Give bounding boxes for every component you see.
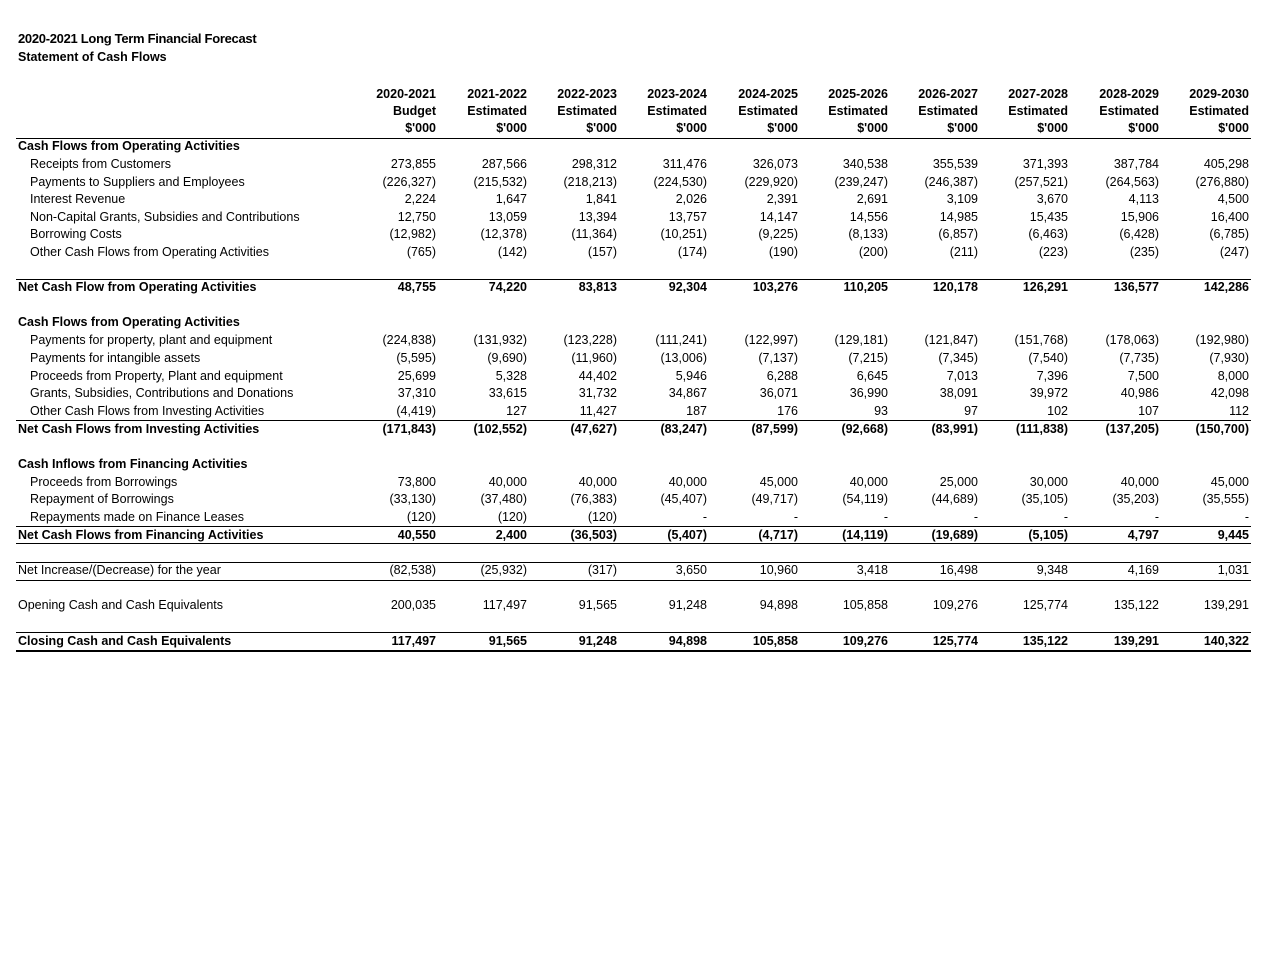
- cell-value: (11,960): [571, 351, 617, 365]
- cell-value: 36,071: [759, 386, 798, 400]
- cell-value: 7,396: [1036, 369, 1068, 383]
- cell-value: 37,310: [397, 386, 436, 400]
- cell-value: 125,774: [932, 634, 978, 648]
- table-row: [16, 191, 1251, 208]
- cell-value: (14,119): [842, 528, 888, 542]
- cell-value: 105,858: [752, 634, 798, 648]
- cell-value: 93: [874, 404, 888, 418]
- cell-value: 405,298: [1203, 157, 1249, 171]
- column-header-unit: $'000: [1218, 121, 1249, 135]
- cell-value: 34,867: [668, 386, 707, 400]
- cell-value: 14,556: [849, 210, 888, 224]
- cell-value: -: [793, 510, 798, 524]
- cell-value: 2,400: [495, 528, 527, 542]
- cell-value: 298,312: [571, 157, 617, 171]
- cell-value: 11,427: [579, 404, 617, 418]
- column-header-type: Estimated: [647, 104, 707, 118]
- cell-value: (4,717): [758, 528, 798, 542]
- column-header-year: 2029-2030: [1189, 87, 1249, 101]
- cell-value: (35,203): [1112, 492, 1159, 506]
- row-label: Repayment of Borrowings: [30, 492, 174, 506]
- cell-value: 2,026: [675, 192, 707, 206]
- cell-value: (9,690): [487, 351, 527, 365]
- cell-value: 38,091: [939, 386, 978, 400]
- cell-value: (218,213): [563, 175, 617, 189]
- cell-value: 1,031: [1217, 563, 1249, 577]
- cell-value: 311,476: [662, 157, 707, 171]
- cell-value: 83,813: [578, 280, 617, 294]
- cell-value: 42,098: [1210, 386, 1249, 400]
- cell-value: (6,785): [1209, 227, 1249, 241]
- cell-value: (276,880): [1195, 175, 1249, 189]
- cell-value: 4,797: [1127, 528, 1159, 542]
- cell-value: (122,997): [744, 333, 798, 347]
- cell-value: 31,732: [578, 386, 617, 400]
- column-header-unit: $'000: [1128, 121, 1159, 135]
- cell-value: 355,539: [932, 157, 978, 171]
- table-row: [16, 474, 1251, 491]
- cell-value: 3,109: [946, 192, 978, 206]
- cell-value: 127: [506, 404, 527, 418]
- cell-value: -: [702, 510, 707, 524]
- cell-value: 102: [1047, 404, 1068, 418]
- cell-value: 117,497: [482, 598, 527, 612]
- cell-value: 12,750: [397, 210, 436, 224]
- cell-value: (223): [1038, 245, 1068, 259]
- cell-value: (92,668): [841, 422, 888, 436]
- total-row: [16, 279, 1251, 296]
- cell-value: (120): [406, 510, 436, 524]
- table-row: [16, 226, 1251, 243]
- cell-value: 4,500: [1217, 192, 1249, 206]
- cell-value: 94,898: [759, 598, 798, 612]
- total-row: [16, 633, 1251, 650]
- cell-value: 109,276: [932, 598, 978, 612]
- cell-value: (6,428): [1119, 227, 1159, 241]
- cell-value: (12,378): [480, 227, 527, 241]
- cell-value: 14,147: [759, 210, 798, 224]
- cell-value: 5,328: [495, 369, 527, 383]
- cell-value: (120): [497, 510, 527, 524]
- column-header-year: 2020-2021: [376, 87, 436, 101]
- cell-value: (19,689): [931, 528, 978, 542]
- cell-value: 326,073: [752, 157, 798, 171]
- row-label: Net Cash Flows from Investing Activities: [18, 422, 260, 436]
- cell-value: (211): [949, 245, 978, 259]
- cell-value: (7,137): [758, 351, 798, 365]
- cell-value: 13,757: [668, 210, 707, 224]
- cell-value: (142): [497, 245, 527, 259]
- cell-value: 15,435: [1029, 210, 1068, 224]
- column-header-type: Estimated: [828, 104, 888, 118]
- row-border-line: [16, 632, 1251, 633]
- cell-value: 3,670: [1036, 192, 1068, 206]
- table-row: [16, 350, 1251, 367]
- cell-value: 2,224: [404, 192, 436, 206]
- cell-value: (25,932): [480, 563, 527, 577]
- cell-value: 44,402: [578, 369, 617, 383]
- cell-value: (54,119): [842, 492, 888, 506]
- cell-value: -: [1244, 510, 1249, 524]
- row-label: Proceeds from Borrowings: [30, 475, 178, 489]
- row-label: Payments to Suppliers and Employees: [30, 175, 245, 189]
- cell-value: (83,247): [660, 422, 707, 436]
- table-row: [16, 597, 1251, 614]
- row-border-line: [16, 279, 1251, 280]
- cell-value: 2,691: [856, 192, 888, 206]
- cell-value: (49,717): [751, 492, 798, 506]
- cell-value: 94,898: [668, 634, 707, 648]
- cell-value: 140,322: [1203, 634, 1249, 648]
- cell-value: (7,930): [1209, 351, 1249, 365]
- cell-value: 33,615: [488, 386, 527, 400]
- row-border-line: [16, 562, 1251, 563]
- cell-value: (7,215): [848, 351, 888, 365]
- column-header-unit: $'000: [1037, 121, 1068, 135]
- row-label: Net Increase/(Decrease) for the year: [18, 563, 221, 577]
- column-header-unit: $'000: [947, 121, 978, 135]
- cell-value: 120,178: [932, 280, 978, 294]
- cell-value: (35,105): [1021, 492, 1068, 506]
- cell-value: 9,348: [1036, 563, 1068, 577]
- cell-value: 40,550: [397, 528, 436, 542]
- cell-value: -: [883, 510, 888, 524]
- cell-value: 340,538: [842, 157, 888, 171]
- cell-value: (215,532): [473, 175, 527, 189]
- table-row: [16, 385, 1251, 402]
- cell-value: 45,000: [759, 475, 798, 489]
- total-row: [16, 527, 1251, 544]
- cell-value: (87,599): [751, 422, 798, 436]
- table-row: [16, 403, 1251, 420]
- cell-value: 92,304: [668, 280, 707, 294]
- cell-value: (111,241): [655, 333, 707, 347]
- cell-value: 39,972: [1029, 386, 1068, 400]
- cell-value: (765): [406, 245, 436, 259]
- cell-value: 30,000: [1029, 475, 1068, 489]
- cell-value: (150,700): [1195, 422, 1249, 436]
- total-row: [16, 421, 1251, 438]
- table-row: [16, 332, 1251, 349]
- cell-value: (247): [1219, 245, 1249, 259]
- cell-value: 287,566: [481, 157, 527, 171]
- cell-value: (44,689): [931, 492, 978, 506]
- cell-value: (4,419): [396, 404, 436, 418]
- cell-value: (5,105): [1028, 528, 1068, 542]
- cell-value: 136,577: [1113, 280, 1159, 294]
- table-row: [16, 491, 1251, 508]
- column-header-unit: $'000: [586, 121, 617, 135]
- cell-value: 3,650: [675, 563, 707, 577]
- table-row: [16, 509, 1251, 526]
- cell-value: 139,291: [1203, 598, 1249, 612]
- row-label: Interest Revenue: [30, 192, 126, 206]
- cell-value: 91,565: [578, 598, 617, 612]
- cell-value: (82,538): [389, 563, 436, 577]
- row-label: Closing Cash and Cash Equivalents: [18, 634, 232, 648]
- cell-value: 16,400: [1210, 210, 1249, 224]
- column-header-unit: $'000: [496, 121, 527, 135]
- cell-value: 4,113: [1128, 192, 1159, 206]
- cell-value: (174): [677, 245, 707, 259]
- cell-value: 371,393: [1022, 157, 1068, 171]
- row-label: Borrowing Costs: [30, 227, 122, 241]
- cell-value: 5,946: [675, 369, 707, 383]
- cell-value: 13,394: [578, 210, 617, 224]
- column-header-type: Estimated: [557, 104, 617, 118]
- column-header-year: 2027-2028: [1008, 87, 1068, 101]
- row-label: Payments for intangible assets: [30, 351, 201, 365]
- cell-value: 200,035: [390, 598, 436, 612]
- column-header-type: Estimated: [1189, 104, 1249, 118]
- cell-value: 13,059: [488, 210, 527, 224]
- column-header-type: Estimated: [918, 104, 978, 118]
- row-label: Receipts from Customers: [30, 157, 172, 171]
- column-header-year: 2021-2022: [467, 87, 527, 101]
- column-header-unit: $'000: [767, 121, 798, 135]
- section-header-row: [16, 456, 1251, 473]
- cell-value: 25,000: [939, 475, 978, 489]
- cell-value: 103,276: [752, 280, 798, 294]
- row-label: Non-Capital Grants, Subsidies and Contributions: [30, 210, 300, 224]
- cell-value: 40,000: [488, 475, 527, 489]
- column-header-type: Budget: [392, 104, 436, 118]
- cell-value: 40,986: [1120, 386, 1159, 400]
- cell-value: 15,906: [1120, 210, 1159, 224]
- cell-value: 40,000: [1120, 475, 1159, 489]
- cell-value: (123,228): [563, 333, 617, 347]
- row-border-line: [16, 580, 1251, 581]
- cell-value: (239,247): [834, 175, 888, 189]
- cell-value: 125,774: [1022, 598, 1068, 612]
- cell-value: 139,291: [1113, 634, 1159, 648]
- cell-value: (7,345): [938, 351, 978, 365]
- cell-value: (7,735): [1119, 351, 1159, 365]
- cell-value: (200): [858, 245, 888, 259]
- cell-value: 45,000: [1210, 475, 1249, 489]
- cell-value: (224,530): [653, 175, 707, 189]
- cell-value: (35,555): [1202, 492, 1249, 506]
- cell-value: (111,838): [1015, 422, 1068, 436]
- cell-value: (246,387): [924, 175, 978, 189]
- cell-value: (76,383): [570, 492, 617, 506]
- column-header-unit: $'000: [857, 121, 888, 135]
- row-label: Opening Cash and Cash Equivalents: [18, 598, 223, 612]
- cell-value: (13,006): [660, 351, 707, 365]
- report-title: 2020-2021 Long Term Financial Forecast: [18, 31, 257, 46]
- column-header-type: Estimated: [1008, 104, 1068, 118]
- row-border-line: [16, 650, 1251, 652]
- cell-value: 97: [964, 404, 978, 418]
- cell-value: 25,699: [397, 369, 436, 383]
- cell-value: (6,857): [938, 227, 978, 241]
- table-row: [16, 368, 1251, 385]
- cell-value: (137,205): [1105, 422, 1159, 436]
- cell-value: (120): [587, 510, 617, 524]
- cell-value: 36,990: [849, 386, 888, 400]
- row-border-line: [16, 420, 1251, 421]
- cell-value: 3,418: [856, 563, 888, 577]
- cell-value: 176: [777, 404, 798, 418]
- row-label: Repayments made on Finance Leases: [30, 510, 245, 524]
- cell-value: 4,169: [1127, 563, 1159, 577]
- cell-value: (229,920): [744, 175, 798, 189]
- cell-value: 40,000: [849, 475, 888, 489]
- cell-value: (7,540): [1028, 351, 1068, 365]
- cell-value: 6,288: [766, 369, 798, 383]
- cell-value: -: [1063, 510, 1068, 524]
- cell-value: 187: [686, 404, 707, 418]
- column-header-type: Estimated: [467, 104, 527, 118]
- row-label: Net Cash Flow from Operating Activities: [18, 280, 257, 294]
- cell-value: (11,364): [571, 227, 617, 241]
- cell-value: 40,000: [668, 475, 707, 489]
- column-header-type: Estimated: [738, 104, 798, 118]
- row-label: Payments for property, plant and equipment: [30, 333, 273, 347]
- cell-value: 135,122: [1113, 598, 1159, 612]
- row-label: Net Cash Flows from Financing Activities: [18, 528, 264, 542]
- column-header-year: 2026-2027: [918, 87, 978, 101]
- cell-value: 273,855: [390, 157, 436, 171]
- report-subtitle: Statement of Cash Flows: [18, 50, 167, 64]
- column-header-unit: $'000: [405, 121, 436, 135]
- cell-value: 16,498: [939, 563, 978, 577]
- cell-value: (6,463): [1028, 227, 1068, 241]
- row-label: Cash Flows from Operating Activities: [18, 139, 240, 153]
- column-header-year: 2022-2023: [557, 87, 617, 101]
- cell-value: 109,276: [842, 634, 888, 648]
- row-label: Other Cash Flows from Investing Activities: [30, 404, 265, 418]
- cell-value: 1,647: [495, 192, 527, 206]
- cell-value: 40,000: [578, 475, 617, 489]
- cell-value: (190): [768, 245, 798, 259]
- cell-value: (36,503): [570, 528, 617, 542]
- cell-value: (83,991): [931, 422, 978, 436]
- cell-value: (235): [1129, 245, 1159, 259]
- cell-value: (10,251): [660, 227, 707, 241]
- row-label: Proceeds from Property, Plant and equipment: [30, 369, 283, 383]
- cell-value: (151,768): [1014, 333, 1068, 347]
- column-header-unit: $'000: [676, 121, 707, 135]
- section-header-row: [16, 314, 1251, 331]
- cell-value: (178,063): [1105, 333, 1159, 347]
- cell-value: 142,286: [1203, 280, 1249, 294]
- cell-value: (8,133): [848, 227, 888, 241]
- cell-value: (9,225): [758, 227, 798, 241]
- cell-value: 6,645: [856, 369, 888, 383]
- cell-value: -: [973, 510, 978, 524]
- cell-value: 91,248: [578, 634, 617, 648]
- cell-value: 91,565: [488, 634, 527, 648]
- cell-value: (5,595): [396, 351, 436, 365]
- row-label: Cash Inflows from Financing Activities: [18, 457, 248, 471]
- column-header-year: 2025-2026: [828, 87, 888, 101]
- cell-value: 110,205: [843, 280, 888, 294]
- table-row: [16, 562, 1251, 579]
- column-header-year: 2023-2024: [647, 87, 707, 101]
- cell-value: 14,985: [939, 210, 978, 224]
- cell-value: 105,858: [842, 598, 888, 612]
- cell-value: (317): [587, 563, 617, 577]
- cell-value: 73,800: [397, 475, 436, 489]
- cell-value: (45,407): [660, 492, 707, 506]
- cell-value: (192,980): [1195, 333, 1249, 347]
- cell-value: (224,838): [382, 333, 436, 347]
- cell-value: (226,327): [382, 175, 436, 189]
- row-label: Other Cash Flows from Operating Activities: [30, 245, 269, 259]
- table-row: [16, 209, 1251, 226]
- cell-value: 74,220: [488, 280, 527, 294]
- column-header-year: 2024-2025: [738, 87, 798, 101]
- column-header-type: Estimated: [1099, 104, 1159, 118]
- row-label: Grants, Subsidies, Contributions and Donations: [30, 386, 294, 400]
- cell-value: 91,248: [668, 598, 707, 612]
- cell-value: 117,497: [391, 634, 436, 648]
- row-border-line: [16, 526, 1251, 527]
- cell-value: (47,627): [570, 422, 617, 436]
- cell-value: (257,521): [1014, 175, 1068, 189]
- cell-value: (129,181): [834, 333, 888, 347]
- cell-value: (12,982): [389, 227, 436, 241]
- cell-value: (102,552): [473, 422, 527, 436]
- cell-value: (33,130): [389, 492, 436, 506]
- cell-value: 7,013: [946, 369, 978, 383]
- cell-value: (121,847): [924, 333, 978, 347]
- cell-value: 107: [1138, 404, 1159, 418]
- cell-value: (171,843): [382, 422, 436, 436]
- table-row: [16, 174, 1251, 191]
- cell-value: 8,000: [1217, 369, 1249, 383]
- cell-value: 135,122: [1022, 634, 1068, 648]
- column-header-year: 2028-2029: [1099, 87, 1159, 101]
- cell-value: 48,755: [397, 280, 436, 294]
- cell-value: (157): [587, 245, 617, 259]
- row-border-line: [16, 138, 1251, 139]
- table-row: [16, 156, 1251, 173]
- table-row: [16, 244, 1251, 261]
- cell-value: (5,407): [667, 528, 707, 542]
- section-header-row: [16, 138, 1251, 155]
- cell-value: -: [1154, 510, 1159, 524]
- row-label: Cash Flows from Operating Activities: [18, 315, 240, 329]
- cell-value: (131,932): [473, 333, 527, 347]
- cell-value: 1,841: [585, 192, 617, 206]
- cell-value: 2,391: [766, 192, 798, 206]
- cell-value: 387,784: [1113, 157, 1159, 171]
- cell-value: 9,445: [1217, 528, 1249, 542]
- row-border-line: [16, 543, 1251, 544]
- cell-value: 7,500: [1127, 369, 1159, 383]
- cell-value: (264,563): [1105, 175, 1159, 189]
- cell-value: 10,960: [759, 563, 798, 577]
- cell-value: (37,480): [480, 492, 527, 506]
- cell-value: 112: [1229, 404, 1249, 418]
- cell-value: 126,291: [1022, 280, 1068, 294]
